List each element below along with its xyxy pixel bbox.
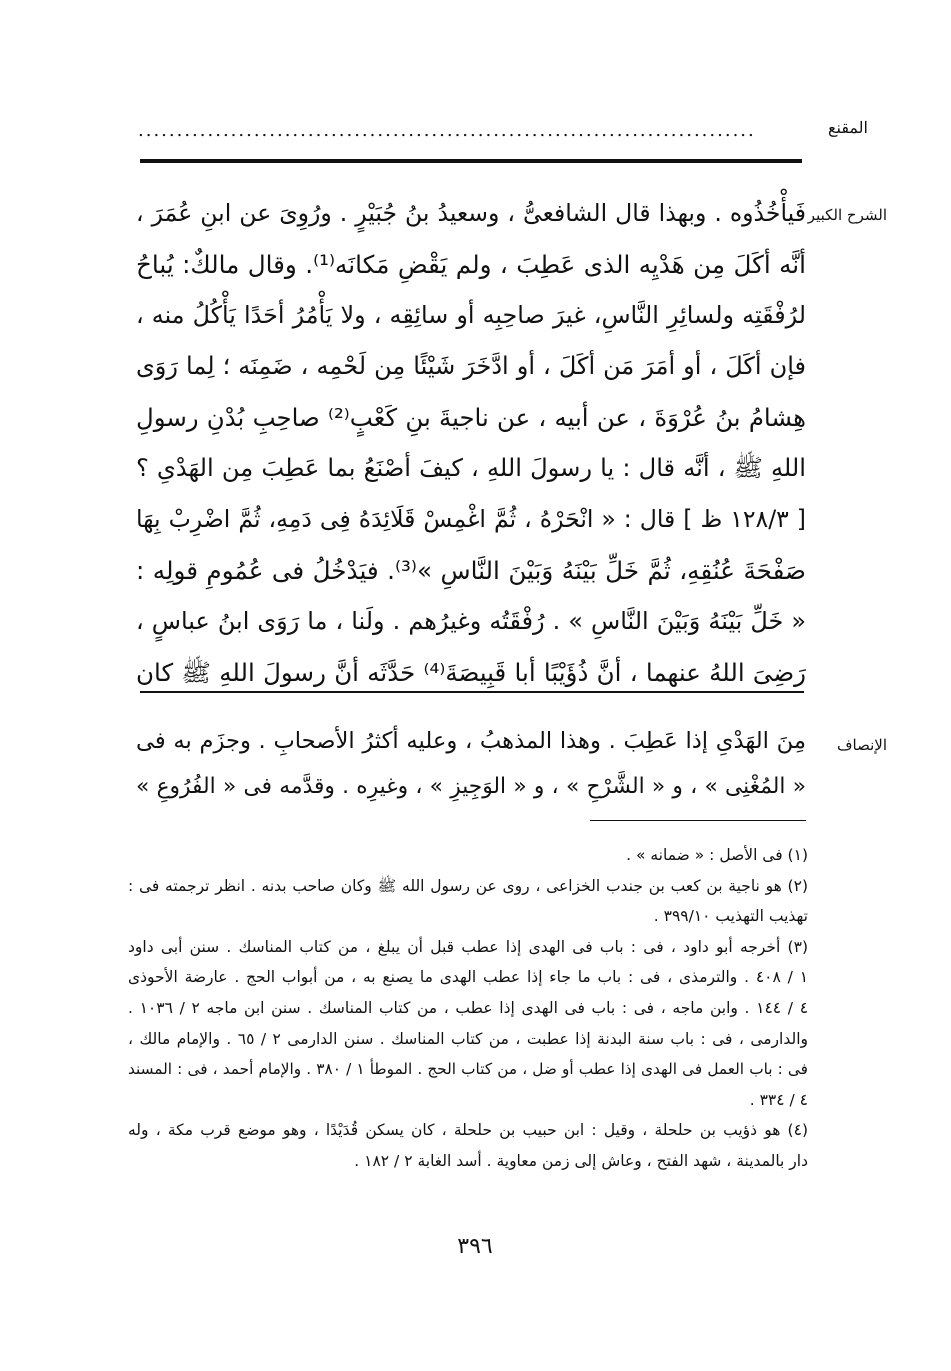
footnote-line: فى : باب العمل فى الهدى إذا عطب أو ضل ، من كتاب الحج . الموطأ ١ / ٣٨٠ . والإمام أحمد ، فى : المسند xyxy=(128,1060,808,1079)
text-line: مِنَ الهَدْىِ إذا عَطِبَ . وهذا المذهبُ ، وعليه أكثرُ الأصحابِ . وجزَم به فى xyxy=(136,728,806,754)
footnote-line: ١ / ٤٠٨ . والترمذى ، فى : باب ما جاء إذا عطب الهدى ما يصنع به ، من أبواب الحج . عارضة الأحوذى xyxy=(128,968,809,987)
text-line: صَفْحَةَ عُنُقِهِ، ثُمَّ خَلِّ بَيْنَهُ وَبَيْنَ النَّاسِ »⁽³⁾. فيَدْخُلُ فى عُمُومِ قولِه : xyxy=(136,556,806,585)
footnote-rule xyxy=(590,820,806,821)
text-line: فإن أكَلَ ، أو أمَرَ مَن أكَلَ ، أو ادَّخَرَ شَيْئًا مِن لَحْمِه ، ضَمِنَه ؛ لِما رَوَى xyxy=(136,352,806,380)
footnote-line: (١) فى الأصل : « ضمانه » . xyxy=(626,846,808,864)
sharh-main-text xyxy=(136,188,806,698)
section-divider xyxy=(140,691,804,693)
text-line: أنَّه أكَلَ مِن هَدْيِه الذى عَطِبَ ، ولم يَقْضِ مَكانَه⁽¹⁾. وقال مالكٌ: يُباحُ xyxy=(136,250,806,279)
text-line: فَيأْخُذُوه . وبهذا قال الشافعىُّ ، وسعيدُ بنُ جُبَيْرٍ . ورُوِىَ عن ابنِ عُمَرَ ، xyxy=(136,199,806,227)
header-dot-leader: ................................................................................ xyxy=(138,120,756,141)
header-rule xyxy=(140,159,802,163)
running-header-title: المقنع xyxy=(827,118,868,137)
text-line: [ ١٢٨/٣ ظ ] قال : « انْحَرْهُ ، ثُمَّ اغْمِسْ قَلَائِدَهُ فِى دَمِهِ، ثُمَّ اضْرِبْ بِهَا xyxy=(136,505,806,533)
footnotes xyxy=(128,840,808,1177)
footnote-line: دار بالمدينة ، شهد الفتح ، وعاش إلى زمن معاوية . أسد الغابة ٢ / ١٨٢ . xyxy=(354,1151,808,1170)
footnote-line: (٣) أخرجه أبو داود ، فى : باب فى الهدى إذا عطب قبل أن يبلغ ، من كتاب المناسك . سنن أبى داود xyxy=(128,937,808,956)
footnote-line: ٤ / ٣٣٤ . xyxy=(749,1090,808,1109)
section-label-sharh: الشرح الكبير xyxy=(807,206,887,224)
insaf-text xyxy=(136,718,806,810)
text-line: هِشامُ بنُ عُرْوَةَ ، عن أبيه ، عن ناجيةَ بنِ كَعْبٍ⁽²⁾ صاحِبِ بُدْنِ رسولِ xyxy=(136,403,806,432)
page-number: ٣٩٦ xyxy=(457,1234,493,1259)
section-label-insaf: الإنصاف xyxy=(836,736,887,754)
running-header xyxy=(138,118,868,148)
footnote-line: (٤) هو ذؤيب بن حلحلة ، وقيل : ابن حبيب بن حلحلة ، كان يسكن قُدَيْدًا ، وهو موضع قرب مكة ، وله xyxy=(128,1121,808,1140)
text-line: « خَلِّ بَيْنَهُ وَبَيْنَ النَّاسِ » . رُفْقَتُه وغيرُهم . ولَنا ، ما رَوَى ابنُ عباسٍ ، xyxy=(136,607,806,635)
footnote-line: ٤ / ١٤٤ . وابن ماجه ، فى : باب فى الهدى إذا عطب ، من كتاب المناسك . سنن ابن ماجه ٢ / ١٠٣٦ . xyxy=(128,998,809,1017)
footnote-line: تهذيب التهذيب ٣٩٩/١٠ . xyxy=(653,907,808,926)
footnote-line: والدارمى ، فى : باب سنة البدنة إذا عطبت ، من كتاب المناسك . سنن الدارمى ٢ / ٦٥ . والإمام مالك ، xyxy=(128,1029,809,1048)
text-line: لرُفْقَتِه ولسائِرِ النَّاسِ، غيرَ صاحِبِه أو سائِقِه ، ولا يَأْمُرُ أحَدًا يَأْكُلُ منه ، xyxy=(136,301,806,329)
text-line: « المُغْنِى » ، و « الشَّرْحِ » ، و « الوَجِيزِ » ، وغيرِه . وقدَّمه فى « الفُرُوعِ » xyxy=(136,774,806,799)
text-line: اللهِ ﷺ ، أنَّه قال : يا رسولَ اللهِ ، كيفَ أصْنَعُ بما عَطِبَ مِن الهَدْىِ ؟ xyxy=(136,454,806,482)
footnote-line: (٢) هو ناجية بن كعب بن جندب الخزاعى ، روى عن رسول الله ﷺ وكان صاحب بدنه . انظر ترجمته فى : xyxy=(128,876,808,895)
text-line: رَضِىَ اللهُ عنهما ، أنَّ ذُؤَيْبًا أبا قَبِيصَةَ⁽⁴⁾ حَدَّثَه أنَّ رسولَ اللهِ ﷺ كان xyxy=(136,658,806,687)
